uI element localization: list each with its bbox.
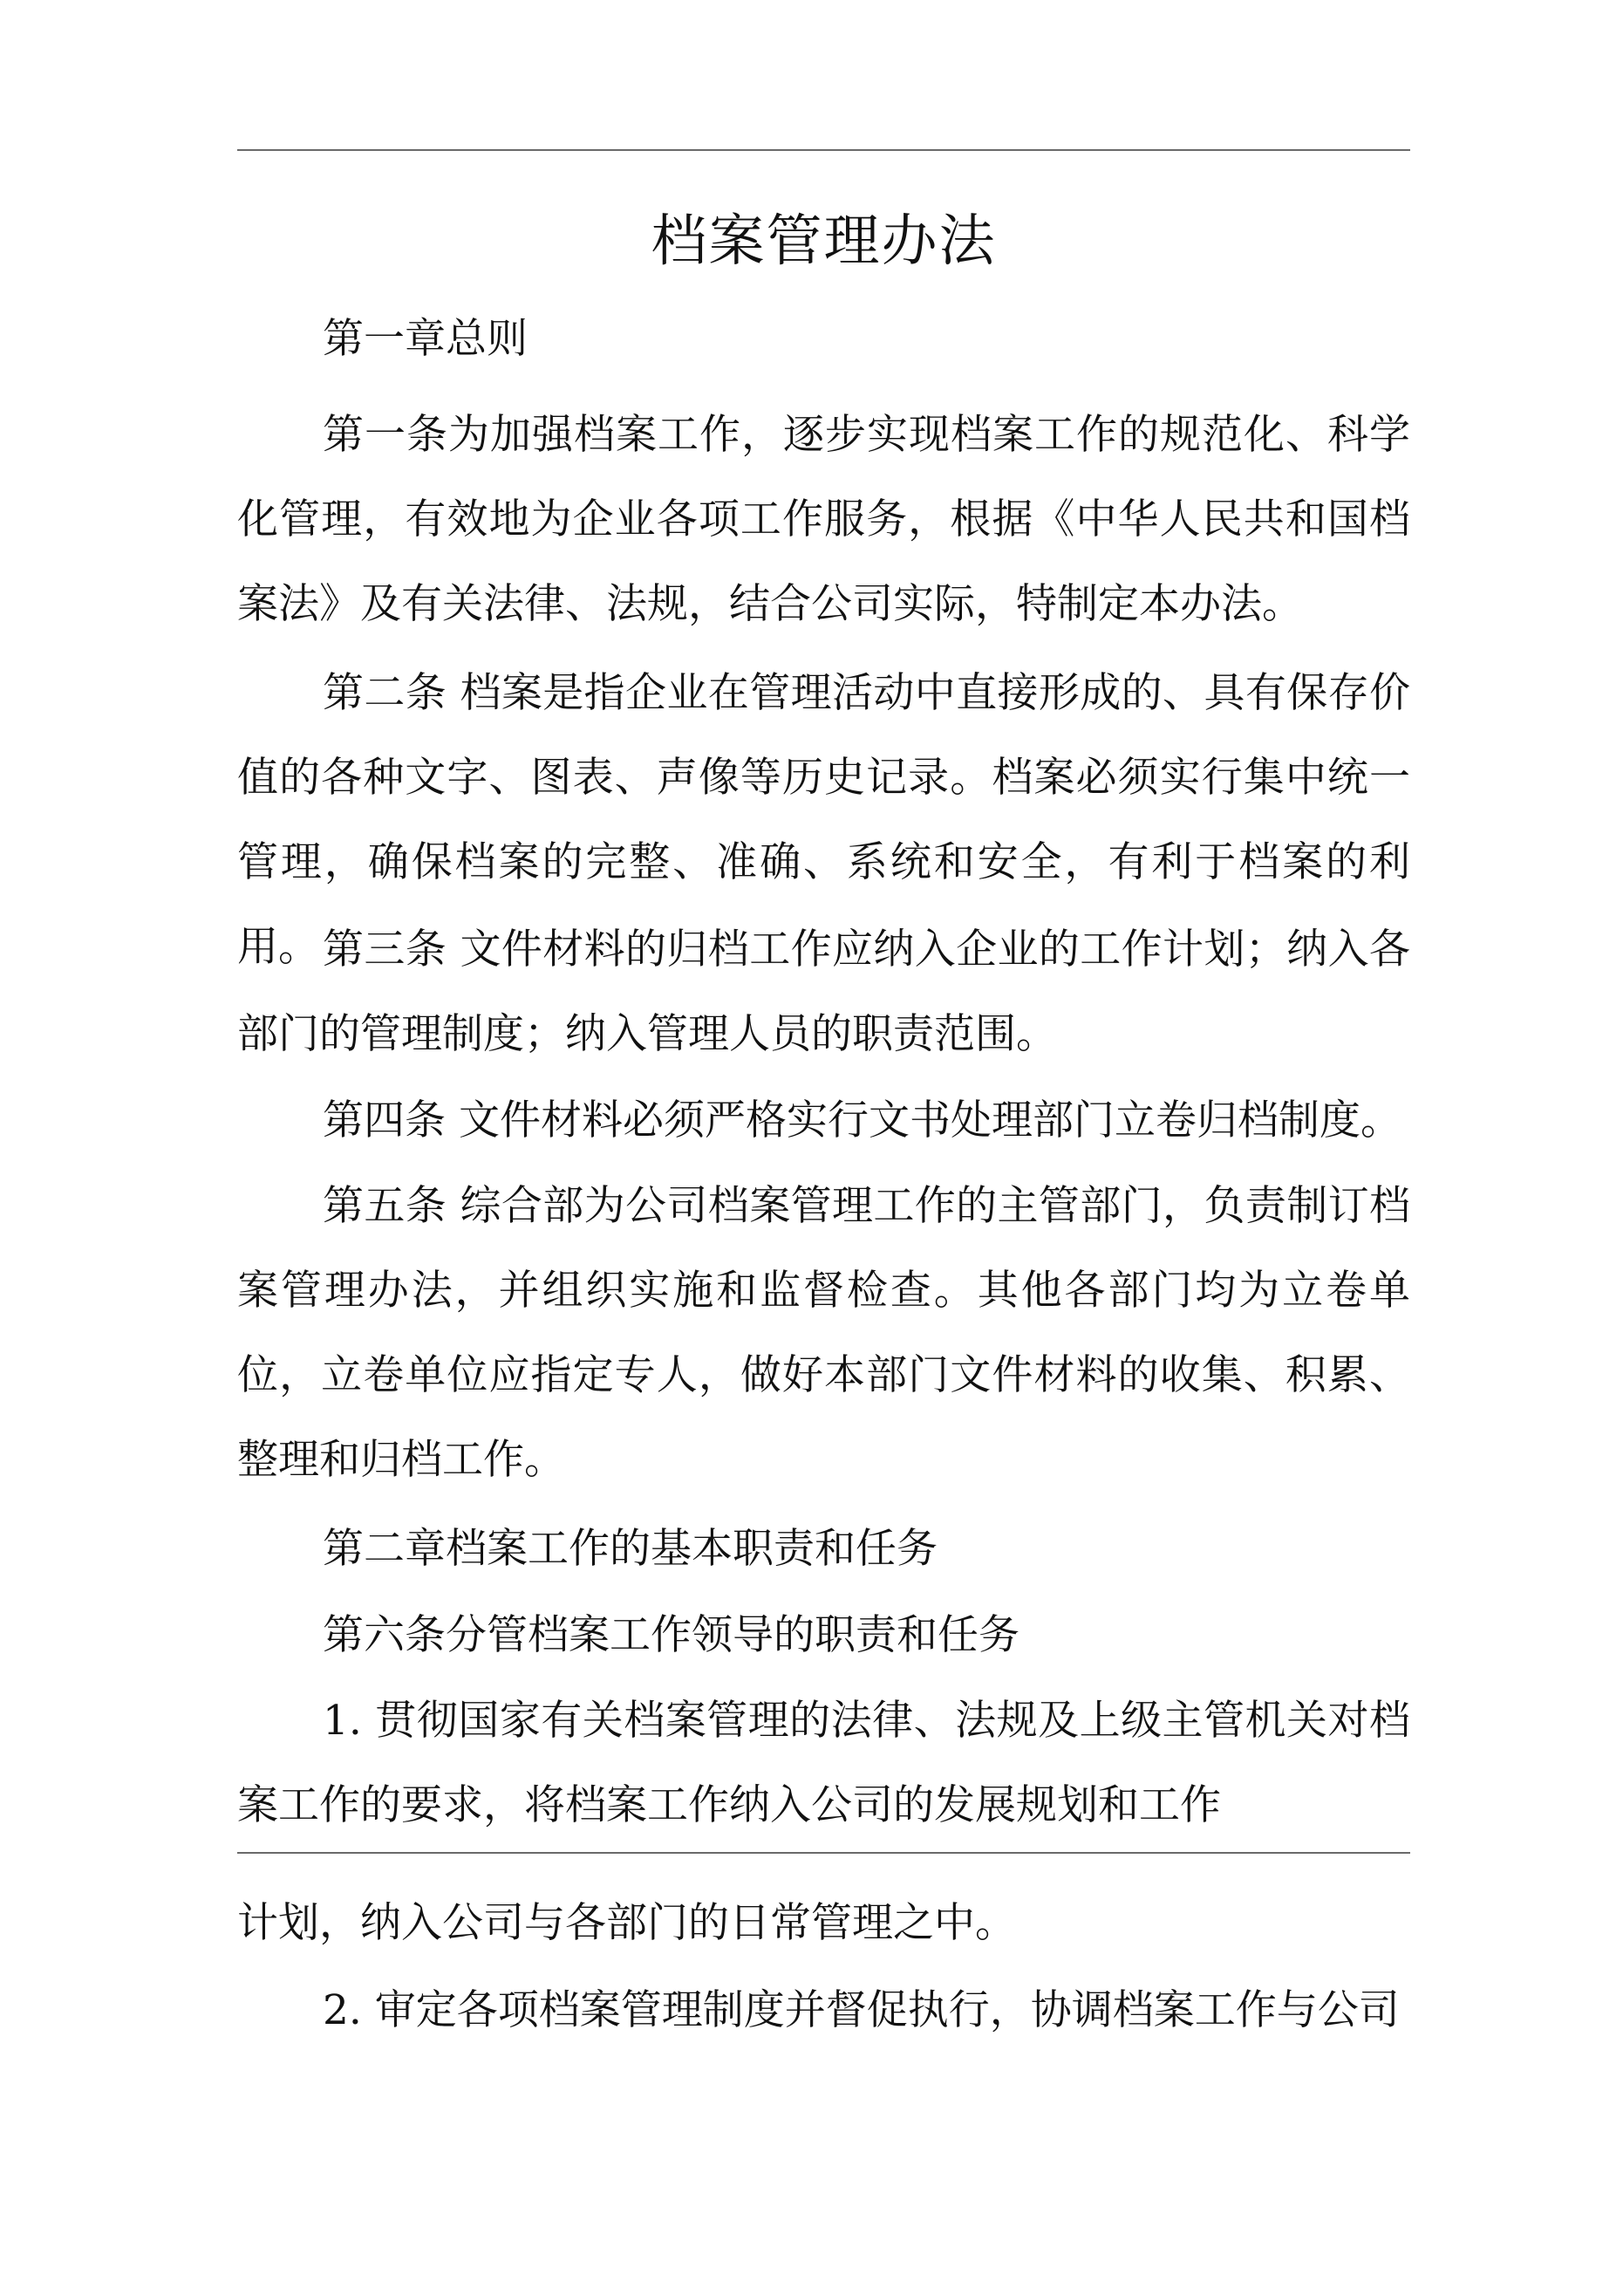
article-5: 第五条 综合部为公司档案管理工作的主管部门，负责制订档案管理办法，并组织实施和监督检查。其他各部门均为立卷单位，立卷单位应指定专人，做好本部门文件材料的收集、积累、整理和归档工作。 bbox=[237, 1182, 1410, 1484]
article-6-item-1: 1. 贯彻国家有关档案管理的法律、法规及上级主管机关对档案工作的要求，将档案工作纳入公司的发展规划和工作 bbox=[237, 1697, 1410, 1829]
article-4: 第四条 文件材料必须严格实行文书处理部门立卷归档制度。 bbox=[323, 1097, 1401, 1145]
chapter-heading-2: 第二章档案工作的基本职责和任务 bbox=[323, 1525, 938, 1573]
article-2: 第二条 档案是指企业在管理活动中直接形成的、具有保存价值的各种文字、图表、声像等历史记录。档案必须实行集中统一管理，确保档案的完整、准确、系统和安全，有利于档案的利用。 bbox=[237, 669, 1410, 971]
article-6: 第六条分管档案工作领导的职责和任务 bbox=[323, 1611, 1019, 1659]
continuation-line: 计划，纳入公司与各部门的日常管理之中。 bbox=[237, 1899, 1016, 1947]
page-break-rule bbox=[237, 1852, 1410, 1854]
header-rule bbox=[237, 149, 1410, 151]
chapter-heading-1: 第一章总则 bbox=[323, 315, 528, 363]
document-title: 档案管理办法 bbox=[651, 209, 997, 274]
article-6-item-2: 2. 审定各项档案管理制度并督促执行，协调档案工作与公司 bbox=[323, 1986, 1400, 2034]
article-1: 第一条为加强档案工作，逐步实现档案工作的规范化、科学化管理，有效地为企业各项工作服务，根据《中华人民共和国档案法》及有关法律、法规，结合公司实际，特制定本办法。 bbox=[237, 411, 1410, 628]
article-3: 第三条 文件材料的归档工作应纳入企业的工作计划；纳入各部门的管理制度；纳入管理人员的职责范围。 bbox=[237, 926, 1410, 1058]
